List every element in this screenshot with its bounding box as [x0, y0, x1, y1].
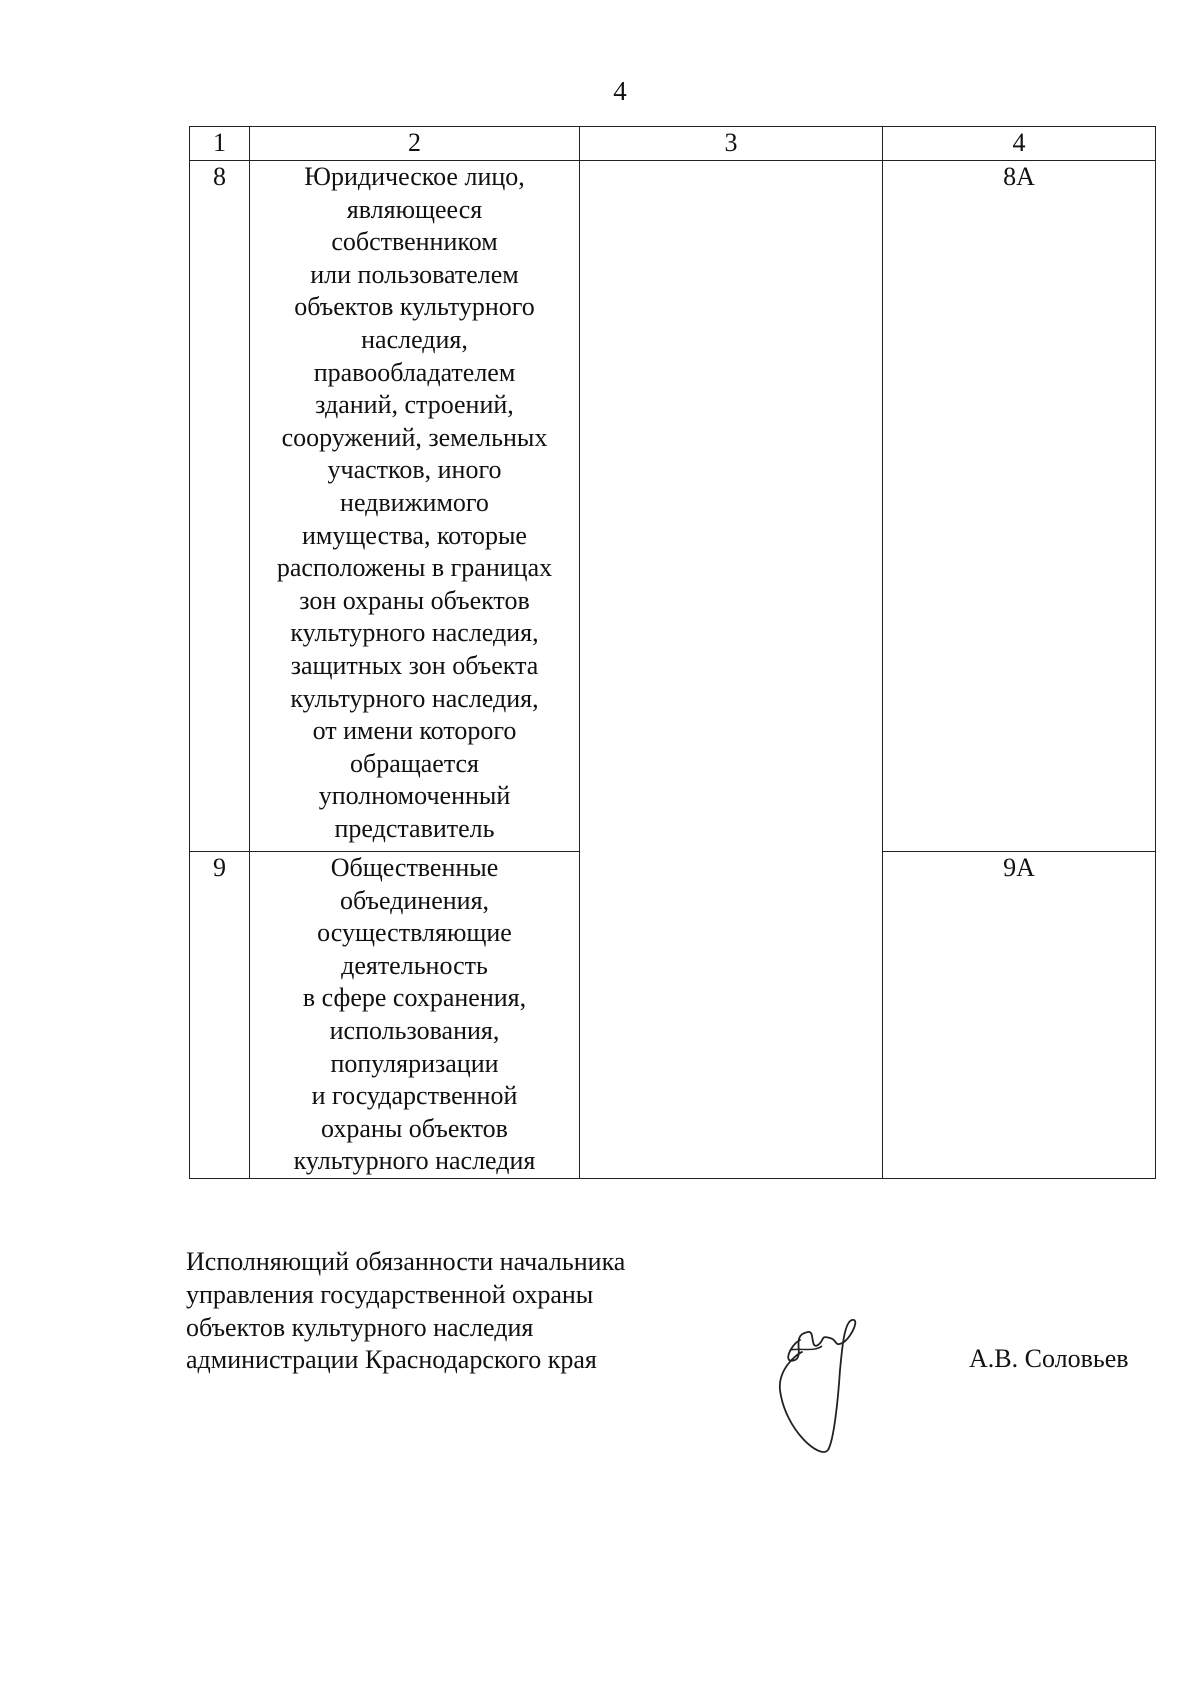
row-number: 9: [190, 852, 250, 1179]
header-cell-1: 1: [190, 127, 250, 161]
signer-position: Исполняющий обязанности начальника управления государственной охраны объектов культурного наследия администрации Краснодарского края: [186, 1247, 626, 1375]
applicant-code: 8А: [883, 161, 1156, 852]
handwritten-signature: [760, 1310, 900, 1510]
row-col3: [580, 161, 883, 1179]
table-header-row: [190, 127, 1156, 161]
applicant-description: Общественные объединения, осуществляющие деятельность в сфере сохранения, использования, популяризации и государственной охраны объектов культурного наследия: [250, 852, 580, 1179]
signer-name: А.В. Соловьев: [969, 1344, 1129, 1373]
table-row: [190, 161, 1156, 852]
row-number: 8: [190, 161, 250, 852]
header-cell-2: 2: [250, 127, 580, 161]
page-number: 4: [613, 76, 627, 106]
applicant-description: Юридическое лицо, являющееся собственником или пользователем объектов культурного наследия, правообладателем зданий, строений, сооружений, земельных участков, иного недвижимого имущества, которые расположены в границах зон охраны объектов культурного наследия, защитных зон объекта культурного наследия, от имени которого обращается уполномоченный представитель: [250, 161, 580, 852]
applicant-code: 9А: [883, 852, 1156, 1179]
document-table: [189, 126, 1156, 1179]
header-cell-4: 4: [883, 127, 1156, 161]
header-cell-3: 3: [580, 127, 883, 161]
